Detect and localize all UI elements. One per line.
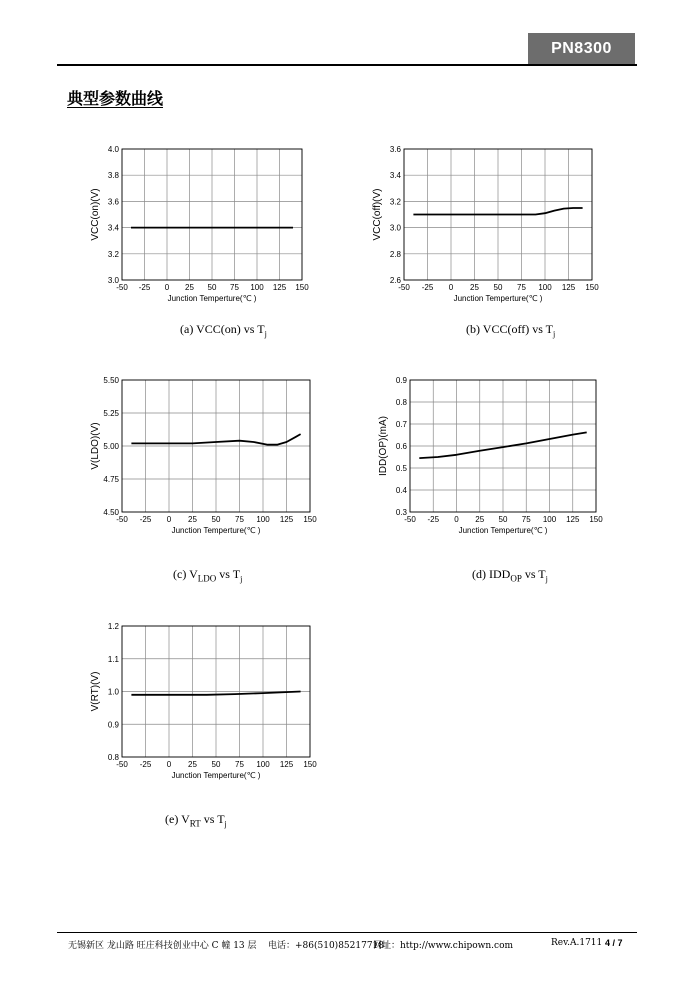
y-tick-label: 3.0 bbox=[107, 276, 119, 285]
y-tick-label: 0.7 bbox=[395, 420, 407, 429]
x-tick-label: 25 bbox=[188, 760, 197, 769]
y-tick-label: 3.0 bbox=[389, 223, 401, 233]
x-tick-label: 0 bbox=[454, 515, 459, 524]
x-tick-label: -25 bbox=[421, 283, 434, 292]
y-tick-label: 3.6 bbox=[389, 145, 401, 154]
x-tick-label: 100 bbox=[256, 760, 270, 769]
y-axis-label: V(RT)(V) bbox=[90, 671, 101, 712]
x-tick-label: 125 bbox=[561, 283, 576, 292]
x-tick-label: 0 bbox=[448, 283, 454, 292]
x-tick-label: 25 bbox=[470, 283, 479, 292]
x-tick-label: 125 bbox=[279, 515, 294, 524]
footer-rule bbox=[57, 932, 637, 933]
y-tick-label: 0.9 bbox=[395, 376, 407, 385]
y-tick-label: 0.3 bbox=[395, 508, 407, 517]
y-tick-label: 3.8 bbox=[107, 171, 119, 181]
x-tick-label: 50 bbox=[493, 283, 503, 292]
x-axis-label: Junction Temperture(℃ ) bbox=[453, 294, 543, 303]
x-tick-label: 125 bbox=[566, 515, 580, 524]
y-tick-label: 0.5 bbox=[395, 464, 407, 473]
x-tick-label: 0 bbox=[166, 515, 172, 524]
y-tick-label: 4.75 bbox=[103, 475, 119, 484]
x-tick-label: -50 bbox=[398, 283, 410, 292]
x-tick-label: 75 bbox=[230, 283, 239, 292]
footer-address: 无锡新区 龙山路 旺庄科技创业中心 C 幢 13 层 bbox=[68, 941, 257, 951]
y-tick-label: 0.4 bbox=[395, 486, 407, 495]
footer-phone: 电话：+86(510)85217718 bbox=[268, 941, 385, 951]
x-tick-label: 75 bbox=[235, 515, 244, 524]
y-tick-label: 3.4 bbox=[389, 171, 401, 181]
section-title: 典型参数曲线 bbox=[67, 89, 164, 108]
x-tick-label: 25 bbox=[188, 515, 197, 524]
x-tick-label: 100 bbox=[538, 283, 552, 292]
y-tick-label: 5.50 bbox=[103, 376, 119, 385]
y-axis-label: VCC(off)(V) bbox=[372, 188, 383, 241]
y-tick-label: 3.6 bbox=[107, 197, 119, 207]
y-axis-label: V(LDO)(V) bbox=[90, 422, 101, 470]
x-tick-label: 50 bbox=[211, 760, 221, 769]
x-tick-label: 125 bbox=[279, 760, 294, 769]
x-tick-label: -25 bbox=[427, 515, 440, 524]
y-tick-label: 4.0 bbox=[107, 145, 119, 154]
y-axis-label: IDD(OP)(mA) bbox=[378, 416, 389, 476]
x-tick-label: 150 bbox=[303, 760, 317, 769]
y-tick-label: 2.6 bbox=[389, 276, 401, 285]
x-tick-label: 100 bbox=[542, 515, 557, 524]
caption-c: (c) $V_{LDO}$ vs $T_j$ bbox=[173, 567, 243, 584]
y-axis-label: VCC(on)(V) bbox=[90, 188, 101, 241]
x-tick-label: 150 bbox=[303, 515, 317, 524]
x-axis-label: Junction Temperture(℃ ) bbox=[458, 526, 548, 535]
x-tick-label: -50 bbox=[116, 515, 128, 524]
x-tick-label: 75 bbox=[517, 283, 526, 292]
x-tick-label: -25 bbox=[138, 283, 151, 292]
y-tick-label: 3.4 bbox=[107, 223, 119, 233]
y-tick-label: 4.50 bbox=[103, 508, 119, 517]
y-tick-label: 3.2 bbox=[107, 249, 119, 259]
x-tick-label: -50 bbox=[116, 283, 128, 292]
x-tick-label: 50 bbox=[207, 283, 217, 292]
x-tick-label: 125 bbox=[272, 283, 287, 292]
y-tick-label: 0.8 bbox=[395, 398, 407, 407]
y-tick-label: 2.8 bbox=[389, 249, 401, 259]
x-tick-label: 150 bbox=[589, 515, 603, 524]
y-tick-label: 1.1 bbox=[107, 654, 119, 664]
y-tick-label: 0.9 bbox=[107, 720, 119, 730]
caption-e: (e) $V_{RT}$ vs $T_j$ bbox=[165, 812, 227, 829]
x-tick-label: 150 bbox=[585, 283, 599, 292]
x-tick-label: 25 bbox=[475, 515, 485, 524]
x-tick-label: 100 bbox=[256, 515, 270, 524]
x-axis-label: Junction Temperture(℃ ) bbox=[171, 771, 261, 780]
footer-revision: Rev.A.1711 bbox=[551, 938, 603, 948]
x-tick-label: 25 bbox=[185, 283, 194, 292]
x-tick-label: -50 bbox=[116, 760, 128, 769]
footer-page-number: 4 / 7 bbox=[605, 938, 623, 948]
x-tick-label: -50 bbox=[404, 515, 416, 524]
x-tick-label: 50 bbox=[211, 515, 221, 524]
x-axis-label: Junction Temperture(℃ ) bbox=[171, 526, 261, 535]
x-tick-label: 100 bbox=[250, 283, 264, 292]
y-tick-label: 3.2 bbox=[389, 197, 401, 207]
x-tick-label: 75 bbox=[521, 515, 531, 524]
caption-a: (a) VCC(on) vs $T_j$ bbox=[180, 322, 267, 339]
caption-d: (d) $IDD_{OP}$ vs $T_j$ bbox=[472, 567, 548, 584]
y-tick-label: 1.2 bbox=[107, 622, 119, 631]
x-tick-label: 0 bbox=[164, 283, 170, 292]
y-tick-label: 0.6 bbox=[395, 442, 407, 451]
x-tick-label: 150 bbox=[295, 283, 309, 292]
x-tick-label: 75 bbox=[235, 760, 244, 769]
footer-website: 网址：http://www.chipown.com bbox=[373, 941, 514, 951]
y-tick-label: 5.00 bbox=[103, 442, 119, 451]
x-tick-label: -25 bbox=[139, 515, 152, 524]
y-tick-label: 1.0 bbox=[107, 687, 119, 697]
y-tick-label: 0.8 bbox=[107, 753, 119, 762]
x-tick-label: -25 bbox=[139, 760, 152, 769]
part-number-badge: PN8300 bbox=[528, 33, 635, 64]
y-tick-label: 5.25 bbox=[103, 409, 119, 418]
x-tick-label: 50 bbox=[498, 515, 508, 524]
x-tick-label: 0 bbox=[166, 760, 172, 769]
x-axis-label: Junction Temperture(℃ ) bbox=[167, 294, 257, 303]
caption-b: (b) VCC(off) vs $T_j$ bbox=[466, 322, 556, 339]
